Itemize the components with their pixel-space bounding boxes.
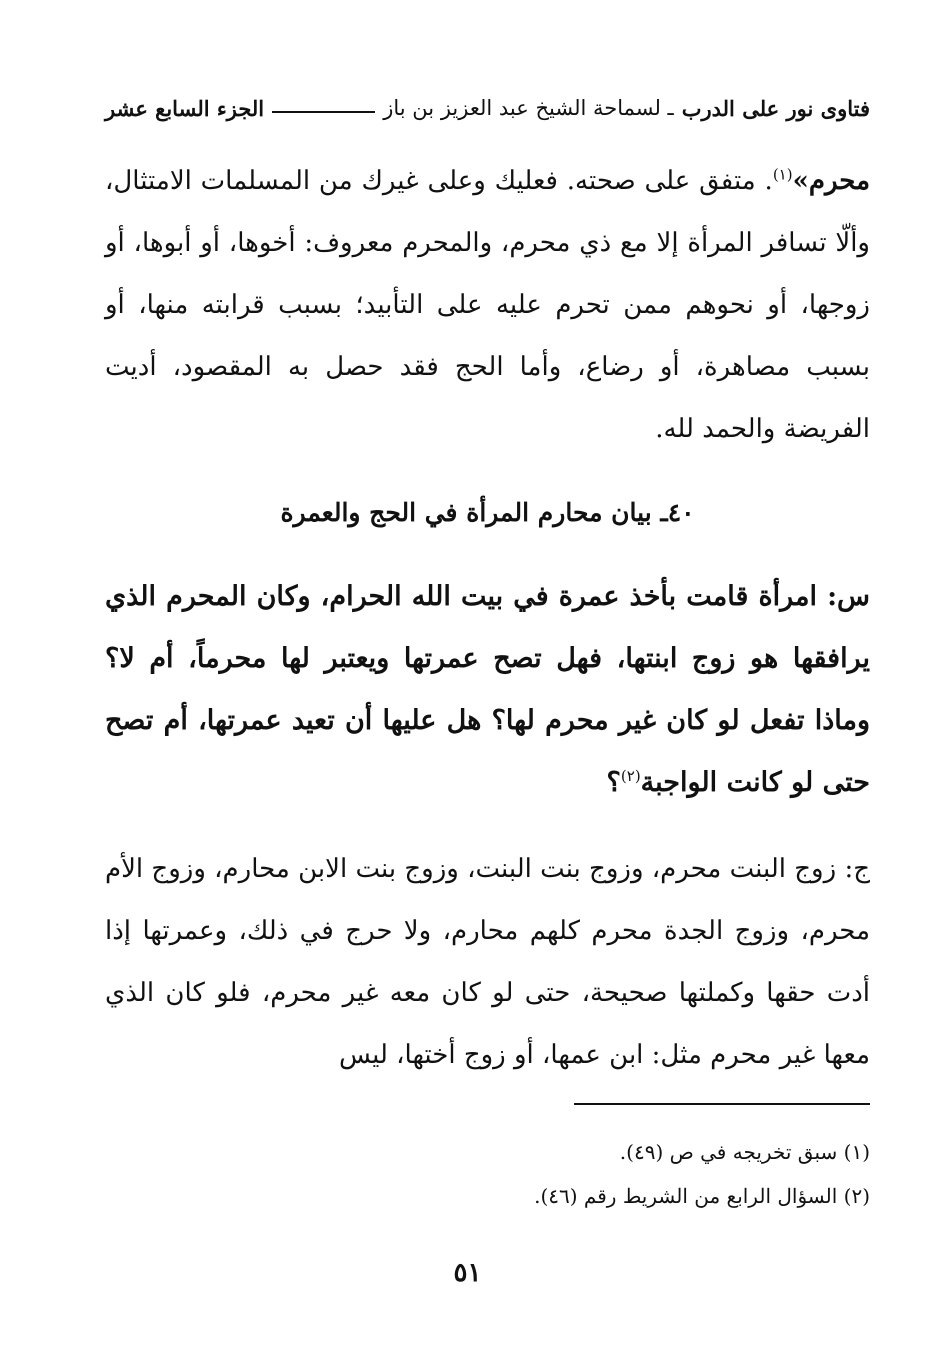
running-header [105, 88, 870, 128]
footnotes [105, 1130, 870, 1218]
footnote-ref-2[interactable]: (٢) [620, 767, 641, 785]
footnote-1: (١) سبق تخريجه في ص (٤٩). [619, 1140, 870, 1164]
answer-block [105, 838, 870, 1086]
header-rule [272, 111, 375, 113]
answer-label: ج: [844, 854, 871, 884]
book-author: ـ لسماحة الشيخ عبد العزيز بن باز [383, 96, 674, 120]
continuation-text: . متفق على صحته. فعليك وعلى غيرك من المسلمات الامتثال، وألّا تسافر المرأة إلا مع ذي محرم، والمحرم معروف: أخوها، أو أبوها، أو زوجها، أو نحوهم ممن تحرم عليه على التأبيد؛ بسبب قرابته منها، أو بسبب مصاهرة، أو رضاع، وأما الحج فقد حصل به المقصود، أديت الفريضة والحمد لله. [105, 166, 870, 444]
footnote-2: (٢) السؤال الرابع من الشريط رقم (٤٦). [534, 1184, 870, 1208]
quote-end: محرم» [792, 166, 870, 196]
answer-text: زوج البنت محرم، وزوج بنت البنت، وزوج بنت الابن محارم، وزوج الأم محرم، وزوج الجدة محرم كلهم محارم، ولا حرج في ذلك، وعمرتها إذا أدت حقها وكملتها صحيحة، حتى لو كان معه غير محرم، فلو كان الذي معها غير محرم مثل: ابن عمها، أو زوج أختها، ليس [105, 854, 870, 1070]
book-title: فتاوى نور على الدرب [681, 95, 870, 121]
page-number: ٥١ [453, 1258, 482, 1288]
footnote-ref-1[interactable]: (١) [772, 165, 793, 184]
question-block [105, 566, 870, 814]
footnote-separator [574, 1103, 870, 1105]
continuation-paragraph [105, 150, 870, 460]
question-label: س: [827, 581, 870, 612]
question-mark: ؟ [606, 767, 621, 798]
volume-label: الجزء السابع عشر [105, 95, 265, 121]
question-text: امرأة قامت بأخذ عمرة في بيت الله الحرام، وكان المحرم الذي يرافقها هو زوج ابنتها، فهل تصح عمرتها ويعتبر لها محرماً، أم لا؟ وماذا تفعل لو كان غير محرم لها؟ هل عليها أن تعيد عمرتها، أم تصح حتى لو كانت الواجبة [105, 581, 870, 798]
section-heading: ٤٠ـ بيان محارم المرأة في الحج والعمرة [280, 498, 695, 527]
